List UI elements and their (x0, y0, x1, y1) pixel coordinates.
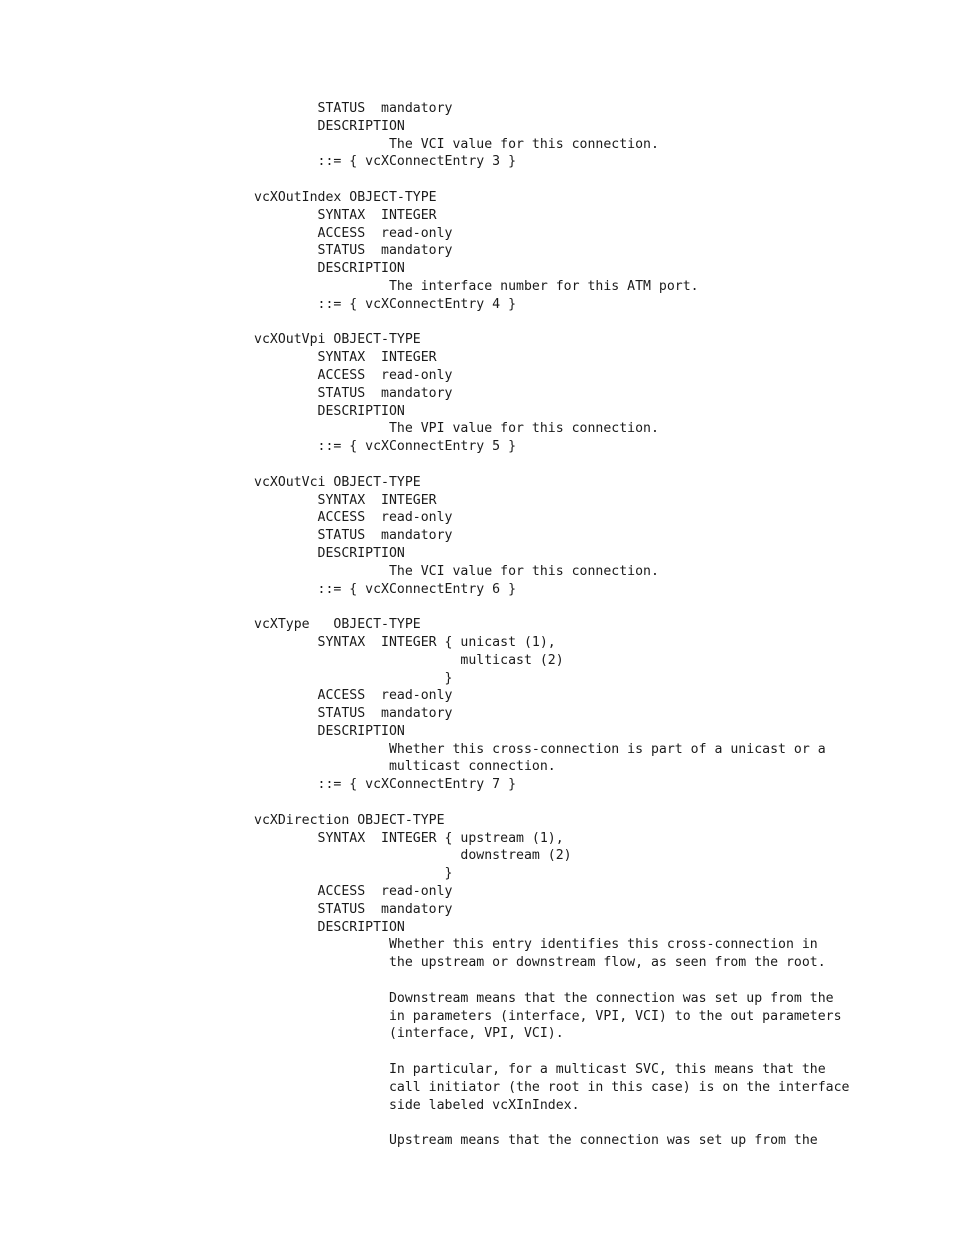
text-line: STATUS mandatory (254, 706, 453, 722)
text-line: call initiator (the root in this case) is on the interface (254, 1079, 850, 1095)
text-line (254, 598, 934, 616)
text-line: multicast connection. (254, 759, 556, 775)
text-line: SYNTAX INTEGER (254, 350, 437, 366)
text-line: Downstream means that the connection was set up from the (254, 990, 834, 1006)
text-line (254, 1043, 934, 1061)
text-line: ::= { vcXConnectEntry 7 } (254, 777, 517, 793)
text-line: DESCRIPTION (254, 545, 405, 561)
text-line (254, 314, 934, 332)
mib-definition-text (254, 100, 934, 1150)
text-line: The VCI value for this connection. (254, 563, 659, 579)
text-line: ACCESS read-only (254, 688, 453, 704)
text-line (254, 972, 934, 990)
text-line: side labeled vcXInIndex. (254, 1097, 580, 1113)
text-line: multicast (2) (254, 652, 564, 668)
text-line (254, 456, 934, 474)
text-line: Whether this entry identifies this cross-connection in (254, 937, 818, 953)
text-line: DESCRIPTION (254, 723, 405, 739)
text-line: DESCRIPTION (254, 403, 405, 419)
text-line: vcXOutIndex OBJECT-TYPE (254, 189, 437, 205)
text-line: DESCRIPTION (254, 919, 405, 935)
text-line (254, 1114, 934, 1132)
text-line: ::= { vcXConnectEntry 5 } (254, 439, 517, 455)
text-line: SYNTAX INTEGER { unicast (1), (254, 634, 556, 650)
text-line: } (254, 866, 453, 882)
text-line: DESCRIPTION (254, 261, 405, 277)
text-line: the upstream or downstream flow, as seen from the root. (254, 955, 826, 971)
text-line: vcXOutVpi OBJECT-TYPE (254, 332, 421, 348)
text-line (254, 794, 934, 812)
text-line: vcXDirection OBJECT-TYPE (254, 812, 445, 828)
text-line: STATUS mandatory (254, 101, 453, 116)
text-line: } (254, 670, 453, 686)
text-line: vcXOutVci OBJECT-TYPE (254, 474, 421, 490)
text-line: Upstream means that the connection was set up from the (254, 1133, 818, 1149)
text-line: ::= { vcXConnectEntry 3 } (254, 154, 517, 170)
text-line: ::= { vcXConnectEntry 6 } (254, 581, 517, 597)
text-line: ACCESS read-only (254, 225, 453, 241)
text-line: downstream (2) (254, 848, 572, 864)
text-line: (interface, VPI, VCI). (254, 1026, 564, 1042)
text-line: in parameters (interface, VPI, VCI) to the out parameters (254, 1008, 842, 1024)
text-line: In particular, for a multicast SVC, this means that the (254, 1062, 826, 1078)
text-line: SYNTAX INTEGER { upstream (1), (254, 830, 564, 846)
text-line (254, 171, 934, 189)
text-line: ACCESS read-only (254, 510, 453, 526)
text-line: STATUS mandatory (254, 901, 453, 917)
text-line: vcXType OBJECT-TYPE (254, 617, 421, 633)
text-line: Whether this cross-connection is part of a unicast or a (254, 741, 826, 757)
text-line: STATUS mandatory (254, 528, 453, 544)
text-line: The VPI value for this connection. (254, 421, 659, 437)
text-line: ::= { vcXConnectEntry 4 } (254, 296, 517, 312)
text-line: STATUS mandatory (254, 243, 453, 259)
text-line: STATUS mandatory (254, 385, 453, 401)
text-line: The VCI value for this connection. (254, 136, 659, 152)
text-line: SYNTAX INTEGER (254, 492, 437, 508)
text-line: The interface number for this ATM port. (254, 278, 699, 294)
text-line: SYNTAX INTEGER (254, 207, 437, 223)
text-line: DESCRIPTION (254, 118, 405, 134)
text-line: ACCESS read-only (254, 884, 453, 900)
text-line: ACCESS read-only (254, 367, 453, 383)
